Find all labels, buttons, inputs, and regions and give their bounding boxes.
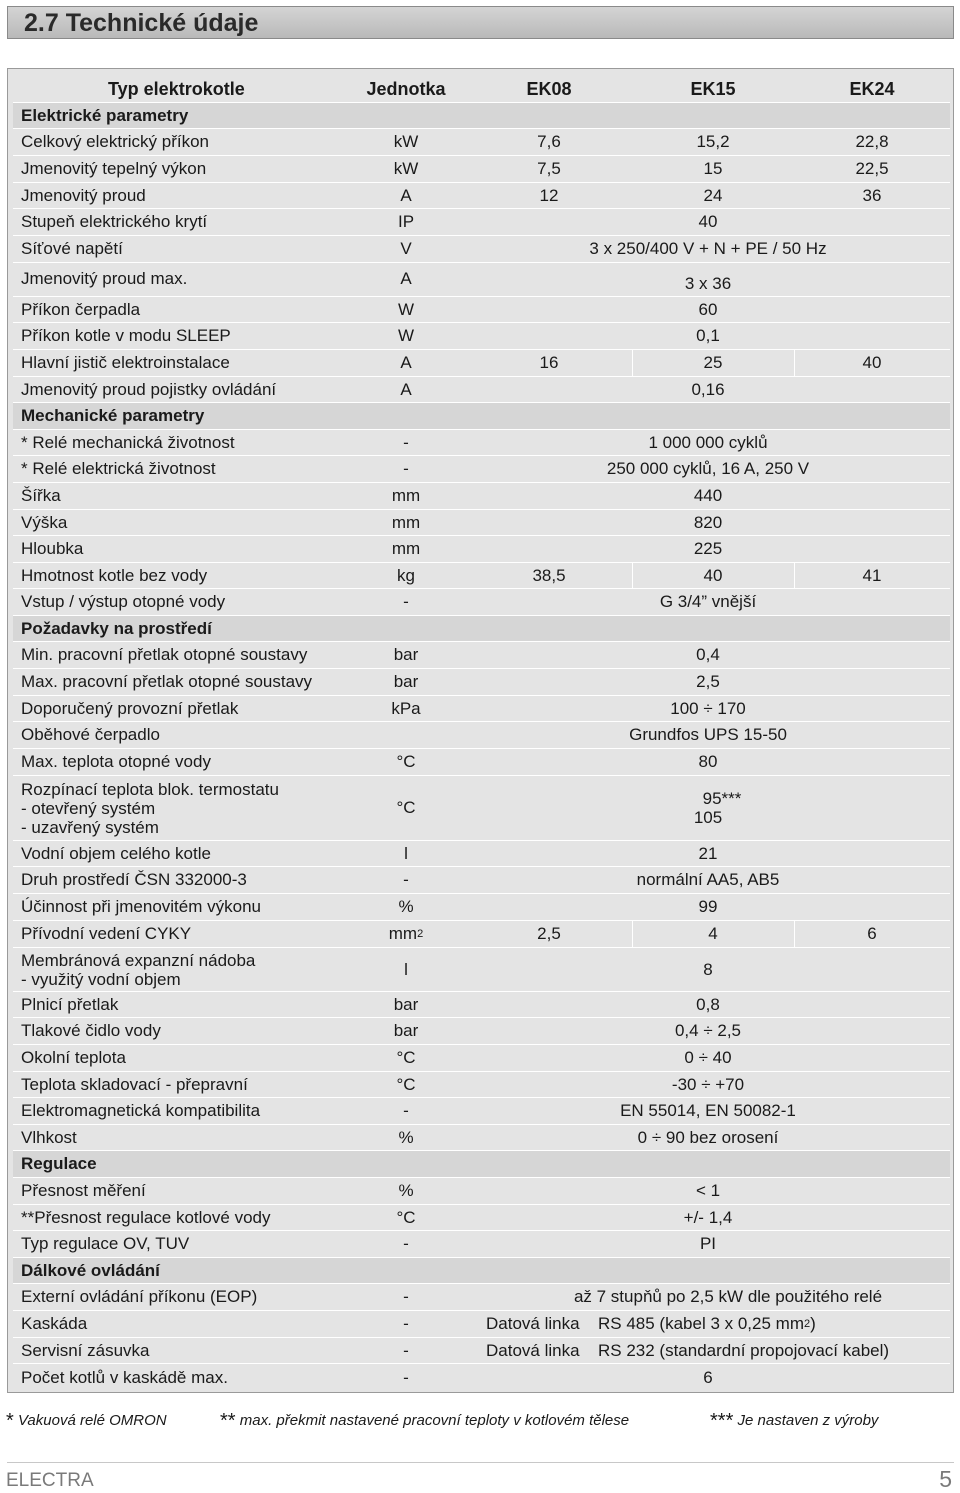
row-label: Plnicí přetlak xyxy=(21,994,119,1014)
footnote-vacuum-relay xyxy=(6,1410,167,1433)
value-closed-system: 105 xyxy=(693,808,723,827)
table-row xyxy=(13,749,950,776)
table-row xyxy=(13,183,950,209)
value-data-line: Datová linka xyxy=(486,1314,580,1333)
footnote-overshoot xyxy=(220,1410,629,1433)
value-all: 0,1 xyxy=(696,326,720,345)
row-label: Síťové napětí xyxy=(21,239,123,258)
table-row xyxy=(13,350,950,377)
value-interface-text: RS 485 (kabel 3 x 0,25 mm xyxy=(598,1314,804,1333)
row-unit: A xyxy=(400,268,412,288)
table-row xyxy=(13,156,950,183)
row-unit: - xyxy=(403,1340,409,1360)
table-row xyxy=(13,992,950,1018)
row-unit xyxy=(346,722,466,748)
table-row xyxy=(13,430,950,456)
table-row xyxy=(13,297,950,323)
table-row xyxy=(13,1311,950,1338)
value-all: < 1 xyxy=(695,1181,721,1200)
value-all: 60 xyxy=(698,299,718,319)
row-unit: - xyxy=(403,592,409,611)
section-label: Regulace xyxy=(21,1154,97,1173)
value-all: 21 xyxy=(698,843,718,863)
row-unit: mm xyxy=(391,512,421,532)
value-all: 80 xyxy=(698,752,718,771)
value-ek15: 15,2 xyxy=(696,132,730,151)
value-all: 6 xyxy=(703,1367,713,1387)
table-row xyxy=(13,948,950,992)
value-all: 440 xyxy=(693,486,723,505)
value-all xyxy=(466,776,950,840)
value-ek08: 16 xyxy=(466,350,633,376)
value-all: +/- 1,4 xyxy=(683,1207,733,1227)
row-label: Jmenovitý proud pojistky ovládání xyxy=(21,379,277,399)
row-unit: bar xyxy=(393,672,419,691)
row-label: Přívodní vedení CYKY xyxy=(21,924,192,943)
table-row xyxy=(13,510,950,536)
section-label: Dálkové ovládání xyxy=(21,1260,160,1280)
value-all: 0,4 ÷ 2,5 xyxy=(674,1021,742,1040)
row-label: Max. pracovní přetlak otopné soustavy xyxy=(21,672,313,691)
value-all: 225 xyxy=(693,539,723,558)
row-label-line: Membránová expanzní nádoba xyxy=(21,950,256,970)
footnote-mark: * xyxy=(6,1410,14,1432)
table-row xyxy=(13,1364,950,1391)
table-row xyxy=(13,642,950,669)
table-row xyxy=(13,1098,950,1125)
table-row xyxy=(13,1338,950,1364)
value-all: 0,8 xyxy=(696,994,720,1014)
row-label: Přesnost měření xyxy=(21,1181,146,1200)
table-row xyxy=(13,841,950,867)
row-label: Elektromagnetická kompatibilita xyxy=(21,1101,261,1120)
row-label: Stupeň elektrického krytí xyxy=(21,212,208,231)
table-row xyxy=(13,1125,950,1151)
footer-divider xyxy=(7,1462,954,1463)
table-row xyxy=(13,483,950,510)
row-unit: - xyxy=(403,432,409,452)
row-unit: - xyxy=(403,459,409,478)
row-unit: % xyxy=(398,1127,414,1147)
value-all: 99 xyxy=(698,897,718,916)
table-row xyxy=(13,377,950,403)
value-ek15: 24 xyxy=(703,185,723,205)
section-label: Požadavky na prostředí xyxy=(21,618,212,638)
table-row xyxy=(13,1284,950,1311)
row-label: Tlakové čidlo vody xyxy=(21,1021,161,1040)
row-unit: °C xyxy=(396,752,416,771)
table-row xyxy=(13,669,950,696)
row-label: Druh prostředí ČSN 332000-3 xyxy=(21,870,247,889)
value-interface xyxy=(598,1311,816,1337)
row-unit: IP xyxy=(397,212,415,231)
value-data-line: Datová linka xyxy=(486,1340,580,1360)
table-row xyxy=(13,1178,950,1205)
value-ek08: 12 xyxy=(539,185,559,205)
value-ek08: 7,5 xyxy=(537,159,561,178)
row-label: Vlhkost xyxy=(21,1127,77,1147)
row-label: Vodní objem celého kotle xyxy=(21,843,211,863)
row-label: Hloubka xyxy=(21,539,84,558)
header-ek15: EK15 xyxy=(690,78,736,99)
row-unit: l xyxy=(404,843,408,863)
value-all: 8 xyxy=(703,959,713,979)
row-unit: V xyxy=(400,239,412,258)
row-label: Teplota skladovací - přepravní xyxy=(21,1074,248,1094)
row-label: Externí ovládání příkonu (EOP) xyxy=(21,1287,258,1306)
row-unit: kPa xyxy=(391,698,421,718)
row-unit: - xyxy=(403,1367,409,1387)
value-all: 3 x 250/400 V + N + PE / 50 Hz xyxy=(589,239,827,258)
row-unit: - xyxy=(403,1287,409,1306)
table-row xyxy=(13,129,950,156)
table-row xyxy=(13,263,950,297)
value-ek15: 40 xyxy=(632,563,795,588)
row-label: Max. teplota otopné vody xyxy=(21,752,211,771)
row-label: Vstup / výstup otopné vody xyxy=(21,592,226,611)
section-row-environment xyxy=(13,616,950,642)
table-row xyxy=(13,722,950,749)
row-unit: kW xyxy=(393,159,419,178)
value-all: 0,16 xyxy=(691,379,725,399)
row-unit: W xyxy=(397,299,415,319)
row-label: Typ regulace OV, TUV xyxy=(21,1234,190,1253)
row-label-line: - otevřený systém xyxy=(21,798,156,818)
row-label: Min. pracovní přetlak otopné soustavy xyxy=(21,645,308,664)
unit-superscript: 2 xyxy=(417,928,424,940)
row-unit: % xyxy=(398,897,414,916)
table-row xyxy=(13,1205,950,1231)
header-type: Typ elektrokotle xyxy=(108,78,245,99)
table-row xyxy=(13,589,950,616)
row-unit: bar xyxy=(393,645,419,664)
row-unit: - xyxy=(403,1234,409,1253)
row-label: Okolní teplota xyxy=(21,1048,126,1067)
table-row xyxy=(13,323,950,350)
value-close-paren: ) xyxy=(810,1314,816,1333)
section-title-bar xyxy=(7,6,954,39)
table-row xyxy=(13,696,950,722)
row-label: Jmenovitý proud xyxy=(21,185,146,205)
row-unit: % xyxy=(398,1181,414,1200)
row-label: Oběhové čerpadlo xyxy=(21,725,160,744)
row-unit: °C xyxy=(396,1207,416,1227)
value-all: 820 xyxy=(693,512,723,532)
section-label: Mechanické parametry xyxy=(21,406,205,425)
value-superscript: 2 xyxy=(803,1318,811,1330)
row-unit: °C xyxy=(396,1048,416,1067)
row-label-line: - uzavřený systém xyxy=(21,817,159,837)
value-all: normální AA5, AB5 xyxy=(636,870,780,889)
value-ek24: 22,5 xyxy=(855,159,889,178)
value-all: 250 000 cyklů, 16 A, 250 V xyxy=(606,459,810,478)
value-open-system: 95*** xyxy=(702,789,742,808)
table-row xyxy=(13,894,950,921)
section-row-remote xyxy=(13,1258,950,1284)
value-all: Grundfos UPS 15-50 xyxy=(629,725,787,744)
row-unit: - xyxy=(403,1314,409,1333)
row-unit: l xyxy=(404,959,408,979)
value-ek24: 6 xyxy=(867,924,877,943)
value-all: 1 000 000 cyklů xyxy=(648,432,768,452)
table-row xyxy=(13,563,950,589)
table-row xyxy=(13,1045,950,1072)
row-label-line: - využitý vodní objem xyxy=(21,969,181,989)
row-unit: mm xyxy=(391,486,421,505)
table-row xyxy=(13,1018,950,1045)
row-unit: A xyxy=(400,353,412,372)
header-ek24: EK24 xyxy=(849,78,895,99)
row-label: **Přesnost regulace kotlové vody xyxy=(21,1207,271,1227)
page-number: 5 xyxy=(939,1466,952,1492)
value-ek24: 41 xyxy=(862,565,882,585)
table-row xyxy=(13,1072,950,1098)
value-ek08: 38,5 xyxy=(466,563,633,588)
row-label: Servisní zásuvka xyxy=(21,1340,150,1360)
row-label: Jmenovitý tepelný výkon xyxy=(21,159,207,178)
section-row-mechanical xyxy=(13,403,950,430)
table-row xyxy=(13,536,950,563)
footnote-factory-setting xyxy=(710,1410,878,1433)
row-unit: bar xyxy=(393,1021,419,1040)
row-label: Doporučený provozní přetlak xyxy=(21,698,239,718)
value-all: G 3/4” vnější xyxy=(659,592,757,611)
table-row xyxy=(13,867,950,894)
footer-brand: ELECTRA xyxy=(6,1470,94,1491)
row-label: Šířka xyxy=(21,486,61,505)
value-ek08: 2,5 xyxy=(466,921,633,947)
row-label: Počet kotlů v kaskádě max. xyxy=(21,1367,228,1387)
row-unit: °C xyxy=(396,1074,416,1094)
value-all: 40 xyxy=(698,212,718,231)
value-ek15: 25 xyxy=(632,350,795,376)
row-label: Účinnost při jmenovitém výkonu xyxy=(21,897,261,916)
footnote-mark: *** xyxy=(710,1410,734,1432)
table-row xyxy=(13,209,950,236)
value-ek15: 4 xyxy=(632,921,795,947)
row-unit: A xyxy=(400,185,412,205)
value-all: 0,4 xyxy=(696,645,720,664)
value-all: 2,5 xyxy=(696,672,720,691)
table-header-row xyxy=(13,76,950,103)
row-label: Hlavní jistič elektroinstalace xyxy=(21,353,230,372)
row-label: Příkon kotle v modu SLEEP xyxy=(21,326,231,345)
value-all: EN 55014, EN 50082-1 xyxy=(620,1101,796,1120)
row-label xyxy=(21,948,255,991)
row-label: Výška xyxy=(21,512,68,532)
table-row xyxy=(13,456,950,483)
header-unit: Jednotka xyxy=(366,78,446,99)
row-unit: bar xyxy=(393,994,419,1014)
row-unit: A xyxy=(400,379,412,399)
row-label-line: Rozpínací teplota blok. termostatu xyxy=(21,779,279,799)
row-unit: °C xyxy=(396,798,416,817)
unit-text: mm xyxy=(388,924,418,943)
value-all: až 7 stupňů po 2,5 kW dle použitého relé xyxy=(573,1287,883,1306)
row-label: Kaskáda xyxy=(21,1314,88,1333)
table-row xyxy=(13,1231,950,1258)
section-row-electrical xyxy=(13,103,950,129)
footnote-text: Je nastaven z výroby xyxy=(737,1412,879,1429)
value-all: 3 x 36 xyxy=(684,273,732,293)
value-all: 0 ÷ 90 bez orosení xyxy=(637,1127,779,1147)
section-label: Elektrické parametry xyxy=(21,105,189,125)
row-unit: kg xyxy=(397,565,415,585)
value-all: -30 ÷ +70 xyxy=(671,1074,745,1094)
footnote-text: max. překmit nastavené pracovní teploty v kotlovém tělese xyxy=(239,1412,630,1429)
footnote-text: Vakuová relé OMRON xyxy=(17,1412,167,1429)
footnote-mark: ** xyxy=(220,1410,236,1432)
value-all: PI xyxy=(699,1234,717,1253)
row-label: * Relé mechanická životnost xyxy=(21,432,235,452)
row-unit: W xyxy=(397,326,415,345)
row-unit: - xyxy=(403,1101,409,1120)
row-label: Hmotnost kotle bez vody xyxy=(21,565,208,585)
row-label: * Relé elektrická životnost xyxy=(21,459,216,478)
section-row-regulation xyxy=(13,1151,950,1178)
value-ek08: 7,6 xyxy=(537,132,561,151)
row-unit xyxy=(346,921,466,947)
section-title: 2.7 Technické údaje xyxy=(24,9,259,37)
row-unit: kW xyxy=(393,132,419,151)
value-ek24: 22,8 xyxy=(855,132,889,151)
row-label xyxy=(21,776,279,840)
value-all: 100 ÷ 170 xyxy=(670,698,746,718)
table-row xyxy=(13,776,950,841)
table-row xyxy=(13,921,950,948)
row-unit: - xyxy=(403,870,409,889)
row-unit: mm xyxy=(391,539,421,558)
value-ek15: 15 xyxy=(703,159,723,178)
value-ek24: 40 xyxy=(862,353,882,372)
value-ek24: 36 xyxy=(862,185,882,205)
row-label: Příkon čerpadla xyxy=(21,299,141,319)
value-all: 0 ÷ 40 xyxy=(684,1048,732,1067)
header-ek08: EK08 xyxy=(526,78,572,99)
row-label: Celkový elektrický příkon xyxy=(21,132,210,151)
table-row xyxy=(13,236,950,263)
row-label: Jmenovitý proud max. xyxy=(21,268,188,288)
value-interface: RS 232 (standardní propojovací kabel) xyxy=(598,1340,890,1360)
